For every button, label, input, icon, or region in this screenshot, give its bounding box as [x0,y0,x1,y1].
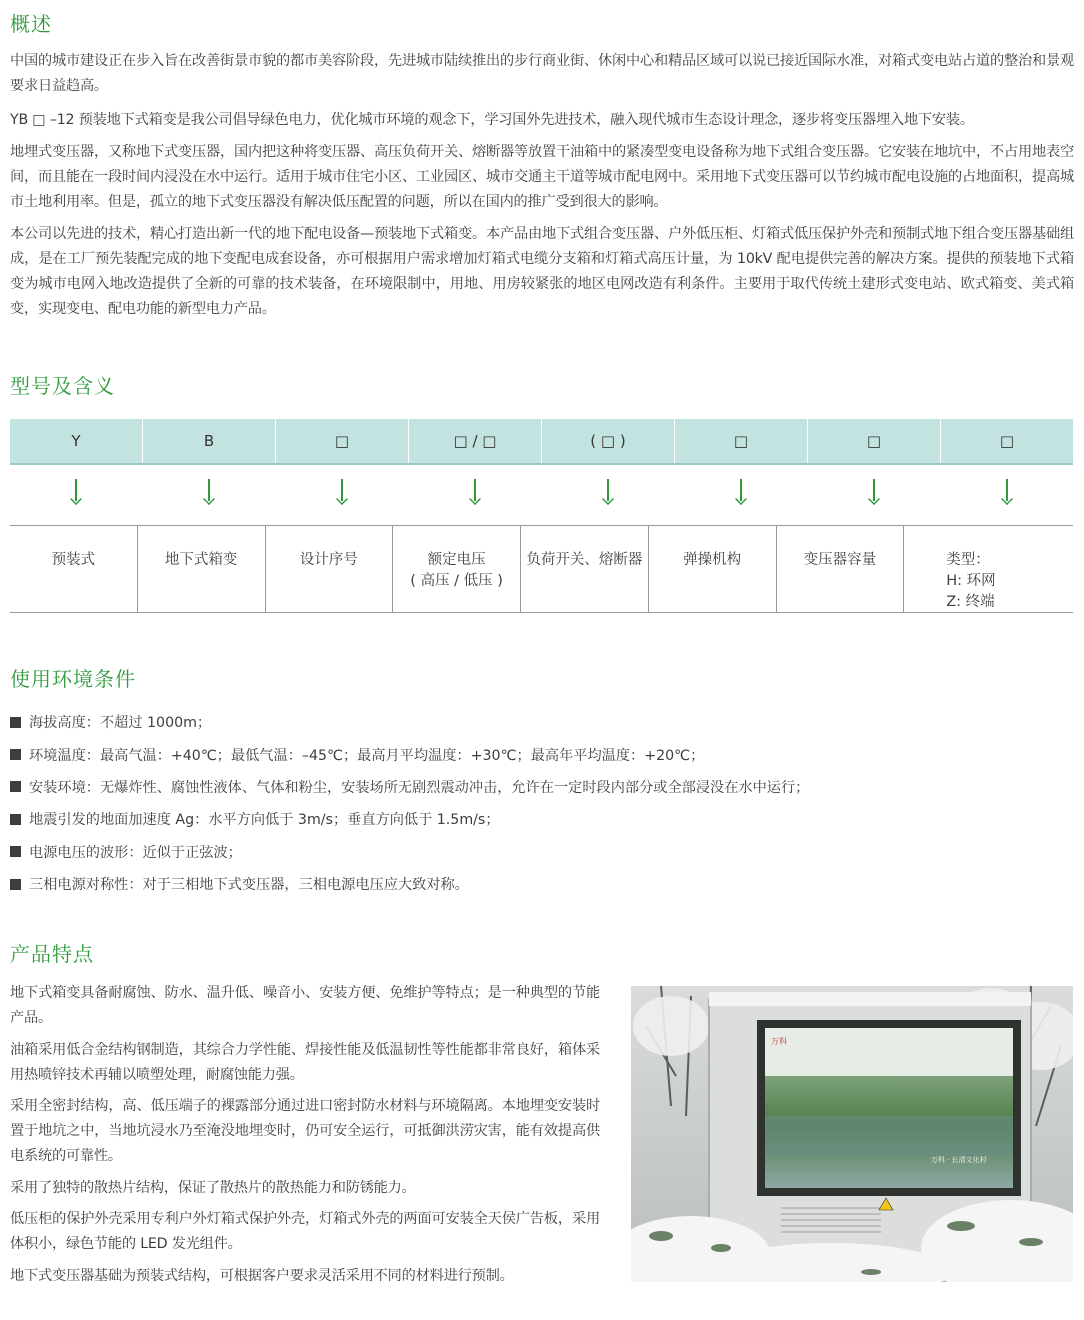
section-title-overview: 概述 [10,12,52,36]
overview-paragraph-2: YB □ –12 预装地下式箱变是我公司倡导绿色电力，优化城市环境的观念下，学习国外先进技术，融入现代城市生态设计理念，逐步将变压器埋入地下安装。 [10,112,974,128]
arrow-down-icon [335,479,349,505]
product-photo [631,986,1073,1282]
bullet-square-icon [10,717,21,728]
bullet-square-icon [10,846,21,857]
arrow-down-icon [468,479,482,505]
arrow-row [10,465,1073,525]
billboard-caption: 万科 · 长清文化村 [931,1156,987,1164]
condition-text: 安装环境：无爆炸性、腐蚀性液体、气体和粉尘，安装场所无剧烈震动冲击，允许在一定时段内部分或全部浸没在水中运行； [29,779,810,796]
list-item [10,738,809,770]
model-table [10,419,1073,613]
meaning-line: 预装式 [51,552,96,568]
model-code-cell: □ [675,419,808,463]
list-item [10,836,809,868]
arrow-down-icon [1000,479,1014,505]
overview-paragraph-3: 地埋式变压器，又称地下式变压器，国内把这种将变压器、高压负荷开关、熔断器等放置干油箱中的紧凑型变电设备称为地下式组合变压器。它安装在地坑中，不占用地表空间，而且能在一段时间内浸没在水中运行。适用于城市住宅小区、工业园区、城市交通主干道等城市配电网中。采用地下式变压器可以节约城市配电设施的占地面积，提高城市土地利用率。但是，孤立的地下式变压器没有解决低压配置的问题，所以在国内的推广受到很大的影响。 [10,144,1074,210]
model-meaning-cell [138,526,266,612]
model-meaning-cell [393,526,521,612]
bullet-square-icon [10,781,21,792]
overview-paragraph-1: 中国的城市建设正在步入旨在改善街景市貌的都市美容阶段，先进城市陆续推出的步行商业街、休闲中心和精品区域可以说已接近国际水准，对箱式变电站占道的整治和景观要求日益趋高。 [10,53,1074,94]
meaning-line: ( 高压 / 低压 ) [410,573,503,589]
arrow-down-icon [202,479,216,505]
meaning-line: H: 环网 [946,573,996,589]
condition-text: 地震引发的地面加速度 Ag：水平方向低于 3m/s；垂直方向低于 1.5m/s； [29,812,500,829]
meaning-line: 类型： [946,552,990,568]
model-meaning-cell [649,526,777,612]
meaning-line: 设计序号 [299,552,358,568]
list-item [10,771,809,803]
billboard-brand: 万科 [771,1037,787,1046]
model-code-cell: Y [10,419,143,463]
list-item [10,803,809,835]
feature-paragraph: 低压柜的保护外壳采用专利户外灯箱式保护外壳，灯箱式外壳的两面可安装全天侯广告板，采用体积小，绿色节能的 LED 发光组件。 [10,1211,600,1252]
conditions-list [10,706,809,900]
feature-paragraph: 油箱采用低合金结构钢制造，其综合力学性能、焊接性能及低温韧性等性能都非常良好，箱体采用热喷锌技术再辅以喷塑处理，耐腐蚀能力强。 [10,1041,600,1083]
bullet-square-icon [10,749,21,760]
model-meaning-cell [777,526,905,612]
meaning-line: 负荷开关、熔断器 [526,552,643,568]
model-meaning-cell [521,526,649,612]
model-meaning-cell [10,526,138,612]
condition-text: 电源电压的波形：近似于正弦波； [29,844,242,861]
meaning-line: 地下式箱变 [164,552,238,568]
section-title-model: 型号及含义 [10,374,115,398]
model-code-cell: □ [808,419,941,463]
arrow-down-icon [601,479,615,505]
arrow-down-icon [734,479,748,505]
model-code-cell: □ [276,419,409,463]
bullet-square-icon [10,879,21,890]
feature-paragraph: 地下式变压器基础为预装式结构，可根据客户要求灵活采用不同的材料进行预制。 [10,1267,514,1284]
arrow-down-icon [867,479,881,505]
section-title-features: 产品特点 [10,942,94,966]
bullet-square-icon [10,814,21,825]
list-item [10,706,809,738]
feature-paragraph: 采用全密封结构，高、低压端子的裸露部分通过进口密封防水材料与环境隔离。本地埋变安装时置于地坑之中，当地坑浸水乃至淹没地埋变时，仍可安全运行，可抵御洪涝灾害，能有效提高供电系统的可靠性。 [10,1098,600,1164]
list-item [10,868,809,900]
model-code-cell: ( □ ) [542,419,675,463]
model-code-cell: □ [999,432,1015,450]
section-title-conditions: 使用环境条件 [10,667,136,691]
model-code-row [10,419,1073,465]
model-code-cell: □ / □ [409,419,542,463]
overview-paragraph-4: 本公司以先进的技术，精心打造出新一代的地下配电设备—预装地下式箱变。本产品由地下式组合变压器、户外低压柜、灯箱式低压保护外壳和预制式地下组合变压器基础组成，是在工厂预先装配完成的地下变配电成套设备，亦可根据用户需求增加灯箱式电缆分支箱和灯箱式高压计量，为 10kV 配电提供完善的解决方案。提供的预装地下式箱变为城市电网入地改造提供了全新的可靠的技术装备，在环境限制中，用地、用房较紧张的地区电网改造有利条件。主要用于取代传统土建形式变电站、欧式箱变、美式箱变，实现变电、配电功能的新型电力产品。 [10,226,1074,317]
model-meaning-cell [266,526,394,612]
feature-paragraph: 地下式箱变具备耐腐蚀、防水、温升低、噪音小、安装方便、免维护等特点；是一种典型的节能产品。 [10,985,600,1026]
model-meaning-row [10,525,1073,613]
feature-paragraph: 采用了独特的散热片结构，保证了散热片的散热能力和防锈能力。 [10,1179,416,1196]
model-code-cell: B [143,419,276,463]
condition-text: 三相电源对称性：对于三相地下式变压器，三相电源电压应大致对称。 [29,877,469,894]
meaning-line: 弹操机构 [683,552,742,568]
meaning-line: Z: 终端 [946,594,995,610]
meaning-line: 额定电压 [427,552,486,568]
features-text [10,981,600,1295]
condition-text: 海拔高度：不超过 1000m； [29,715,212,732]
arrow-down-icon [69,479,83,505]
model-meaning-cell [904,526,1073,612]
meaning-line: 变压器容量 [803,552,877,568]
condition-text: 环境温度：最高气温：+40℃；最低气温：–45℃；最高月平均温度：+30℃；最高年平均温度：+20℃； [29,747,705,764]
